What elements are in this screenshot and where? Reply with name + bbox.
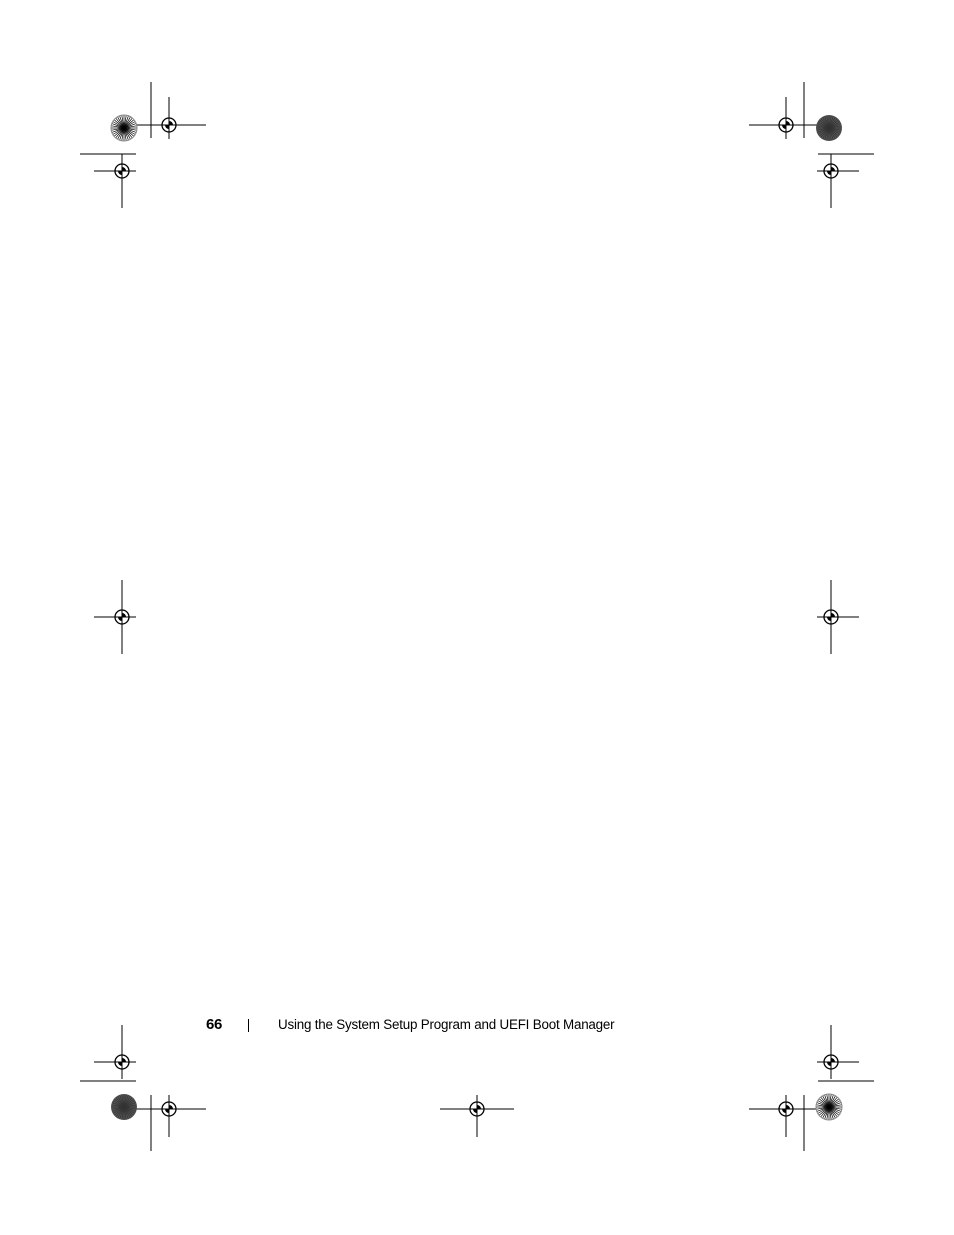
registration-target-icon — [749, 97, 823, 139]
registration-target-icon — [132, 97, 206, 139]
registration-target-icon — [94, 580, 136, 654]
registration-target-icon — [132, 1095, 206, 1137]
footer-separator — [248, 1019, 249, 1032]
footer-title: Using the System Setup Program and UEFI Boot Manager — [278, 1017, 615, 1032]
star-target-icon — [816, 1094, 842, 1120]
crop-marks-top — [80, 82, 874, 1151]
star-target-icon — [111, 1094, 137, 1120]
registration-target-icon — [749, 1095, 823, 1137]
registration-target-icon — [817, 580, 859, 654]
star-target-icon — [816, 115, 842, 141]
registration-target-icon — [817, 154, 859, 208]
registration-target-icon — [94, 154, 136, 208]
star-target-icon — [111, 115, 137, 141]
registration-target-icon — [440, 1095, 514, 1137]
page-footer — [0, 1014, 954, 1036]
page-number: 66 — [206, 1016, 223, 1033]
